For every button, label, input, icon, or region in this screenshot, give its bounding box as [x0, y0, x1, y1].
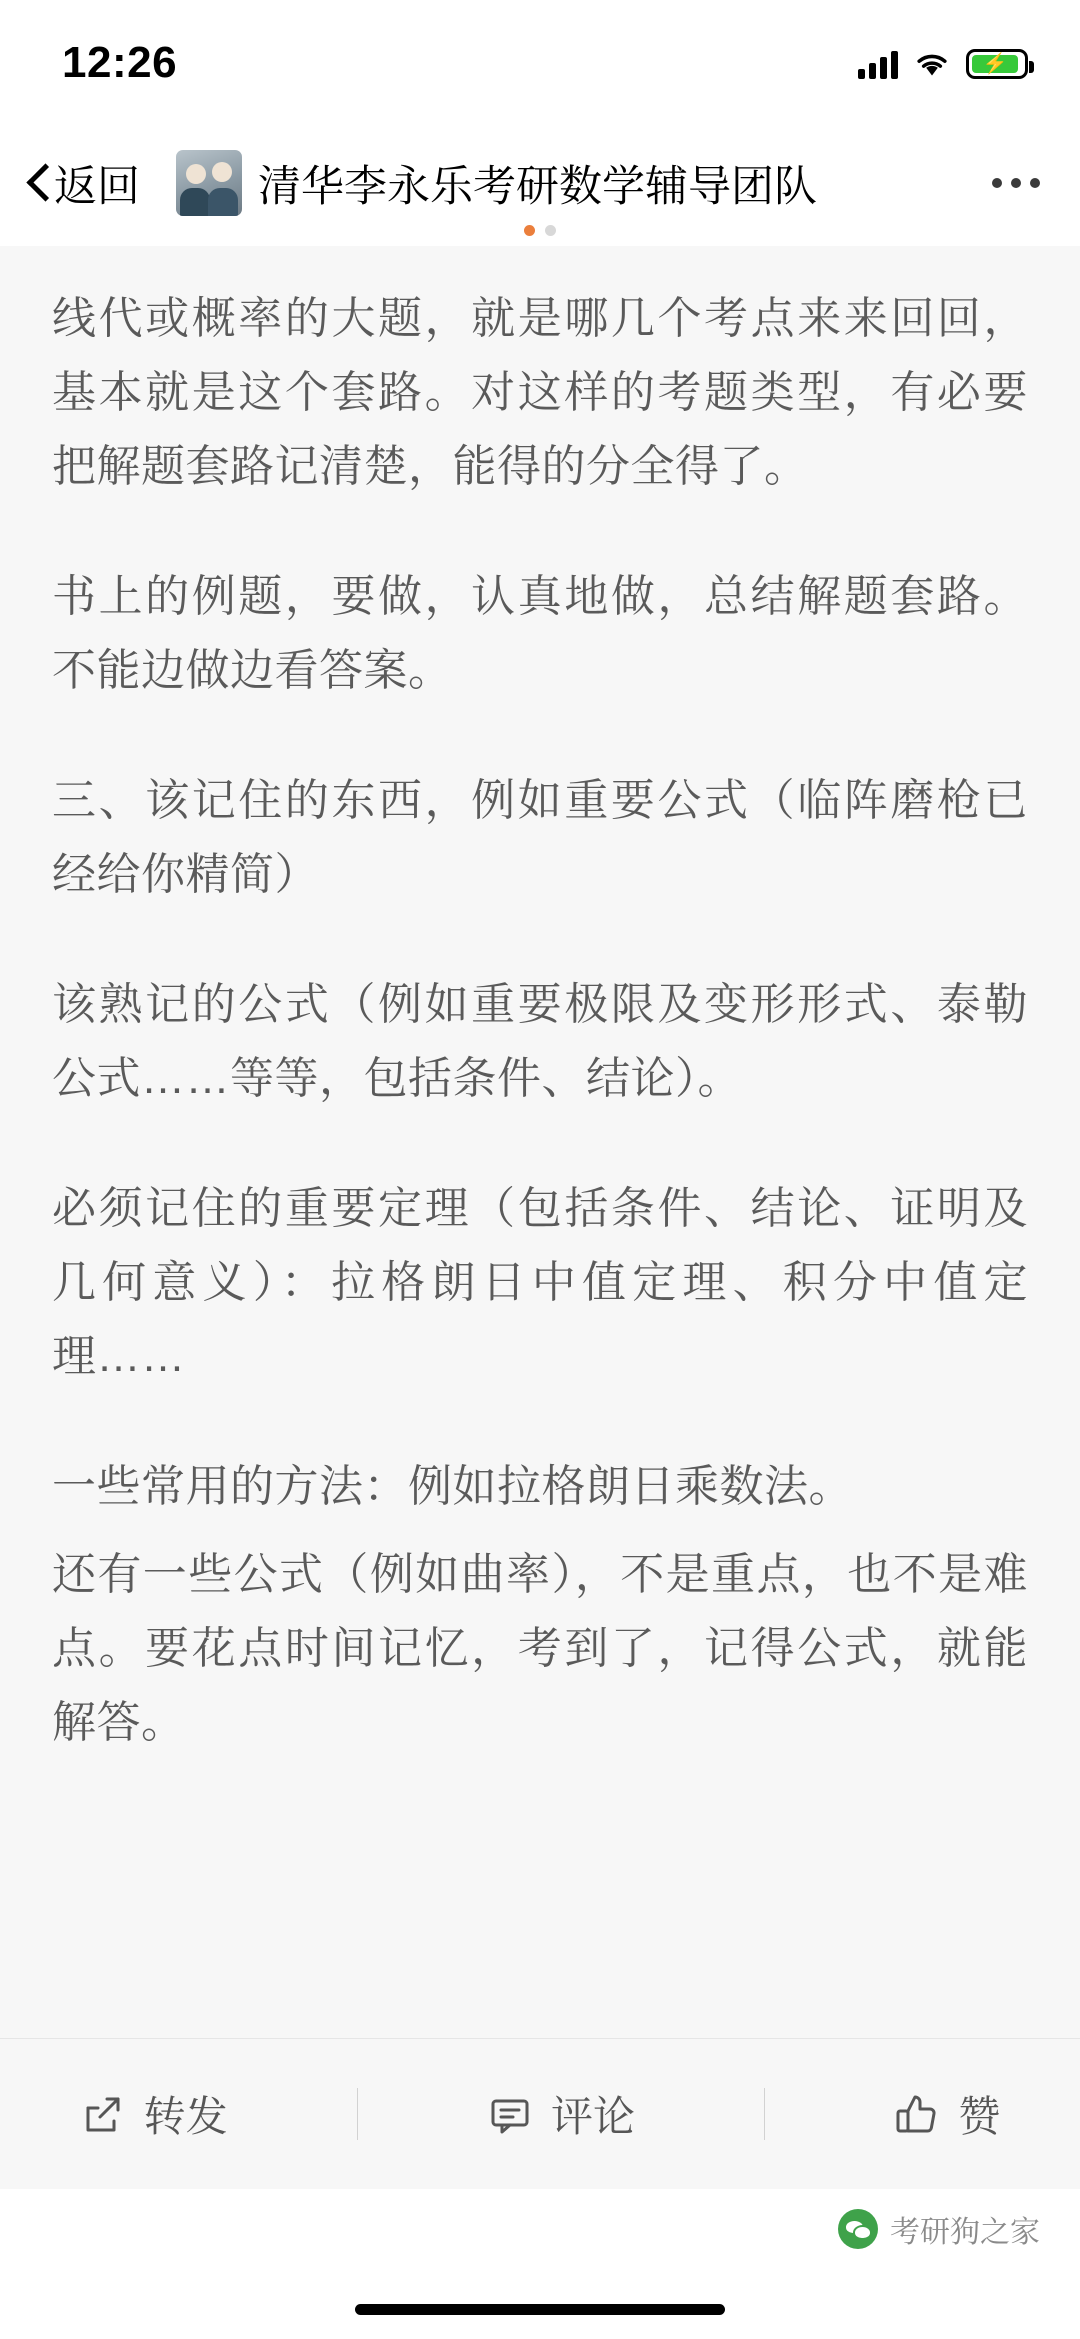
- back-button-label: 返回: [54, 162, 140, 211]
- status-bar: [0, 0, 1080, 120]
- more-options-button[interactable]: [992, 178, 1040, 188]
- account-header[interactable]: [176, 150, 982, 216]
- brand-label: 考研狗之家: [890, 2216, 1040, 2249]
- article-paragraph: 还有一些公式（例如曲率），不是重点，也不是难点。要花点时间记忆，考到了，记得公式，就能解答。: [52, 1550, 1028, 1747]
- more-dot-1: [992, 178, 1002, 188]
- share-icon: [80, 2091, 126, 2137]
- brand-watermark[interactable]: [838, 2207, 1040, 2251]
- wifi-icon: [914, 50, 950, 78]
- cellular-signal-icon: [858, 49, 898, 79]
- footer-bar: [0, 2189, 1080, 2339]
- battery-charging-icon: ⚡: [966, 49, 1028, 79]
- avatar: [176, 150, 242, 216]
- divider: [357, 2088, 358, 2140]
- article-paragraph: 线代或概率的大题，就是哪几个考点来来回回，基本就是这个套路。对这样的考题类型，有必要把解题套路记清楚，能得的分全得了。: [52, 294, 1028, 491]
- comment-icon: [487, 2091, 533, 2137]
- status-time: 12:26: [62, 38, 178, 87]
- thumbs-up-icon: [894, 2091, 940, 2137]
- more-dot-2: [1011, 178, 1021, 188]
- more-dot-3: [1030, 178, 1040, 188]
- forward-label: 转发: [143, 2093, 228, 2140]
- chevron-left-icon: [26, 164, 48, 202]
- page-title: 清华李永乐考研数学辅导团队: [258, 162, 817, 211]
- page-dot-active: [524, 225, 535, 236]
- comment-button[interactable]: [457, 2084, 665, 2144]
- like-label: 赞: [958, 2093, 1001, 2140]
- article-body[interactable]: [0, 246, 1080, 2038]
- page-dot-inactive: [545, 225, 556, 236]
- status-indicators: [858, 49, 1028, 79]
- divider: [764, 2088, 765, 2140]
- article-paragraph: 三、该记住的东西，例如重要公式（临阵磨枪已经给你精简）: [52, 776, 1028, 899]
- navigation-bar: [0, 120, 1080, 246]
- article-paragraph: 一些常用的方法：例如拉格朗日乘数法。: [52, 1462, 853, 1511]
- home-indicator[interactable]: [355, 2304, 725, 2315]
- page-dots: [0, 225, 1080, 236]
- forward-button[interactable]: [50, 2084, 258, 2144]
- back-button[interactable]: [26, 153, 140, 214]
- action-bar: [0, 2038, 1080, 2189]
- article-paragraph: 书上的例题，要做，认真地做，总结解题套路。不能边做边看答案。: [52, 572, 1028, 695]
- like-button[interactable]: [864, 2084, 1030, 2144]
- wechat-logo-icon: [838, 2209, 878, 2249]
- article-paragraph: 必须记住的重要定理（包括条件、结论、证明及几何意义）：拉格朗日中值定理、积分中值定理……: [52, 1184, 1028, 1381]
- article-paragraph: 该熟记的公式（例如重要极限及变形形式、泰勒公式……等等，包括条件、结论）。: [52, 980, 1028, 1103]
- comment-label: 评论: [550, 2093, 635, 2140]
